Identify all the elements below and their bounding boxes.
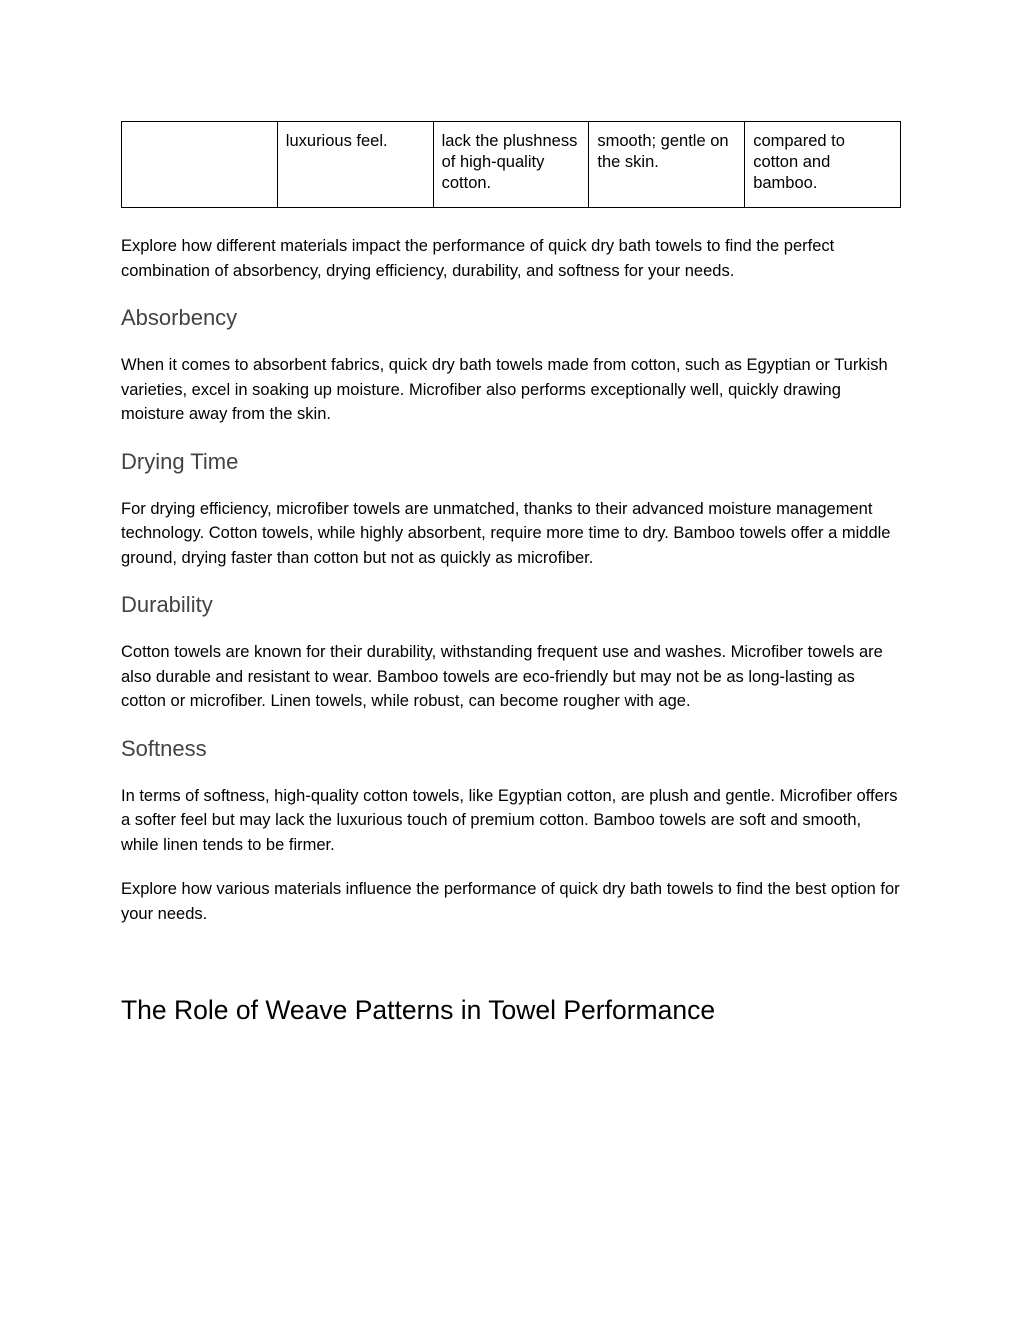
absorbency-paragraph: When it comes to absorbent fabrics, quick dry bath towels made from cotton, such as Egyptian or Turkish varieties, excel in soaking up moisture. Microfiber also performs exceptionally well, quickly drawing moisture away from the skin. (121, 356, 888, 423)
table-cell: smooth; gentle on the skin. (589, 122, 745, 208)
closing-paragraph: Explore how various materials influence the performance of quick dry bath towels to find the best option for your needs. (121, 880, 900, 923)
softness-paragraph: In terms of softness, high-quality cotton towels, like Egyptian cotton, are plush and gentle. Microfiber offers a softer feel but may lack the luxurious touch of premium cotton. Bamboo towels are soft and smooth, while linen tends to be firmer. (121, 786, 898, 854)
material-comparison-table-continuation (121, 121, 901, 208)
table-cell: compared to cotton and bamboo. (745, 122, 901, 208)
table-row (122, 122, 901, 208)
document-page (121, 121, 901, 1026)
intro-paragraph: Explore how different materials impact the performance of quick dry bath towels to find the perfect combination of absorbency, drying efficiency, durability, and softness for your needs. (121, 237, 835, 280)
heading-absorbency: Absorbency (121, 305, 238, 330)
table-cell-material (122, 122, 278, 208)
table-cell: lack the plushness of high-quality cotton. (433, 122, 589, 208)
weave-patterns-heading: The Role of Weave Patterns in Towel Performance (121, 995, 716, 1025)
durability-paragraph: Cotton towels are known for their durability, withstanding frequent use and washes. Microfiber towels are also durable and resistant to wear. Bamboo towels are eco-friendly but may not be as long-lasting as cotton or microfiber. Linen towels, while robust, can become rougher with age. (121, 643, 883, 710)
drying-time-paragraph: For drying efficiency, microfiber towels are unmatched, thanks to their advanced moisture management technology. Cotton towels, while highly absorbent, require more time to dry. Bamboo towels offer a middle ground, drying faster than cotton but not as quickly as microfiber. (121, 499, 891, 567)
table-cell: luxurious feel. (277, 122, 433, 208)
heading-durability: Durability (121, 592, 213, 617)
heading-drying-time: Drying Time (121, 448, 239, 474)
heading-softness: Softness (121, 735, 207, 761)
